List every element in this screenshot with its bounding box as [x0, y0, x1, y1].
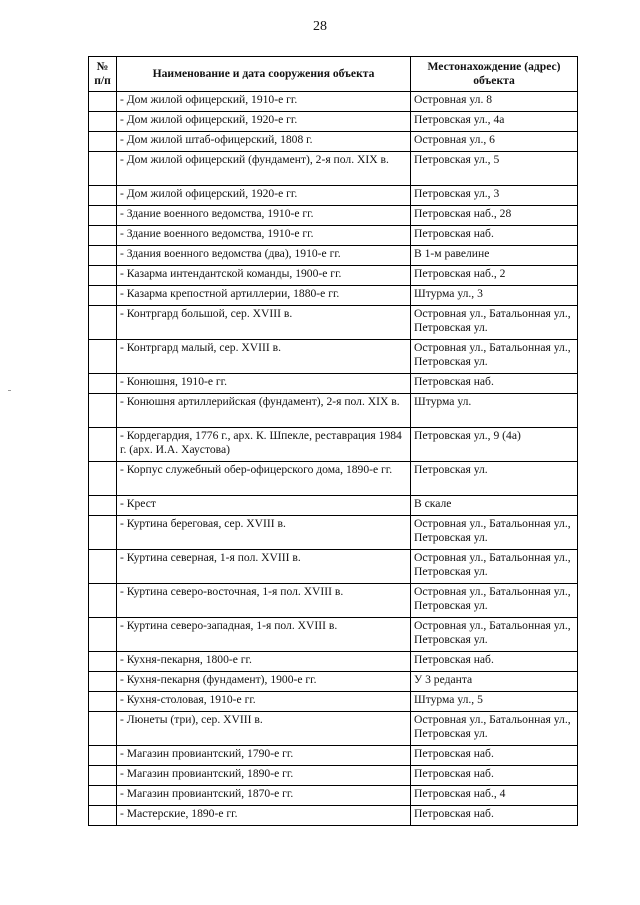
row-number-cell — [89, 766, 117, 786]
table-header-row — [89, 57, 578, 92]
object-name-cell: - Куртина береговая, сер. XVIII в. — [117, 516, 411, 550]
object-name-cell: - Дом жилой штаб-офицерский, 1808 г. — [117, 132, 411, 152]
table-row — [89, 186, 578, 206]
row-number-cell — [89, 516, 117, 550]
object-name-cell: - Казарма крепостной артиллерии, 1880-е гг. — [117, 286, 411, 306]
table-row — [89, 584, 578, 618]
object-name-cell: - Кухня-пекарня (фундамент), 1900-е гг. — [117, 672, 411, 692]
table-row — [89, 806, 578, 826]
row-number-cell — [89, 266, 117, 286]
table-row — [89, 692, 578, 712]
object-location-cell: Островная ул., Батальонная ул., Петровская ул. — [411, 306, 578, 340]
object-name-cell: - Магазин провиантский, 1890-е гг. — [117, 766, 411, 786]
object-location-cell: Островная ул., Батальонная ул., Петровская ул. — [411, 516, 578, 550]
object-name-cell: - Корпус служебный обер-офицерского дома, 1890-е гг. — [117, 462, 411, 496]
object-location-cell: Петровская наб. — [411, 746, 578, 766]
object-location-cell: Петровская ул., 4а — [411, 112, 578, 132]
row-number-cell — [89, 746, 117, 766]
table-row — [89, 246, 578, 266]
table-row — [89, 712, 578, 746]
table-row — [89, 286, 578, 306]
table-row — [89, 550, 578, 584]
row-number-cell — [89, 550, 117, 584]
table-row — [89, 394, 578, 428]
objects-table — [88, 56, 578, 826]
page-number: 28 — [313, 19, 327, 34]
column-header-number: № п/п — [89, 57, 117, 92]
object-name-cell: - Конюшня артиллерийская (фундамент), 2-я пол. XIX в. — [117, 394, 411, 428]
row-number-cell — [89, 340, 117, 374]
table-row — [89, 152, 578, 186]
object-name-cell: - Куртина северо-восточная, 1-я пол. XVIII в. — [117, 584, 411, 618]
row-number-cell — [89, 584, 117, 618]
row-number-cell — [89, 112, 117, 132]
row-number-cell — [89, 374, 117, 394]
row-number-cell — [89, 428, 117, 462]
table-row — [89, 266, 578, 286]
row-number-cell — [89, 462, 117, 496]
object-name-cell: - Кордегардия, 1776 г., арх. К. Шпекле, реставрация 1984 г. (арх. И.А. Хаустова) — [117, 428, 411, 462]
row-number-cell — [89, 132, 117, 152]
object-name-cell: - Кухня-пекарня, 1800-е гг. — [117, 652, 411, 672]
column-header-name: Наименование и дата сооружения объекта — [117, 57, 411, 92]
row-number-cell — [89, 394, 117, 428]
row-number-cell — [89, 672, 117, 692]
table-row — [89, 132, 578, 152]
object-name-cell: - Кухня-столовая, 1910-е гг. — [117, 692, 411, 712]
object-location-cell: Петровская наб., 4 — [411, 786, 578, 806]
object-location-cell: Островная ул., Батальонная ул., Петровская ул. — [411, 340, 578, 374]
object-name-cell: - Здания военного ведомства (два), 1910-е гг. — [117, 246, 411, 266]
object-name-cell: - Куртина северная, 1-я пол. XVIII в. — [117, 550, 411, 584]
object-location-cell: Островная ул. 8 — [411, 92, 578, 112]
table-row — [89, 766, 578, 786]
table-row — [89, 462, 578, 496]
table-row — [89, 206, 578, 226]
object-name-cell: - Дом жилой офицерский, 1910-е гг. — [117, 92, 411, 112]
row-number-cell — [89, 246, 117, 266]
table-row — [89, 786, 578, 806]
object-name-cell: - Люнеты (три), сер. XVIII в. — [117, 712, 411, 746]
row-number-cell — [89, 92, 117, 112]
object-name-cell: - Конюшня, 1910-е гг. — [117, 374, 411, 394]
object-name-cell: - Дом жилой офицерский (фундамент), 2-я пол. XIX в. — [117, 152, 411, 186]
table-row — [89, 516, 578, 550]
row-number-cell — [89, 786, 117, 806]
table-row — [89, 618, 578, 652]
object-name-cell: - Магазин провиантский, 1790-е гг. — [117, 746, 411, 766]
object-name-cell: - Дом жилой офицерский, 1920-е гг. — [117, 112, 411, 132]
object-location-cell: Островная ул., Батальонная ул., Петровская ул. — [411, 618, 578, 652]
table-row — [89, 112, 578, 132]
object-name-cell: - Дом жилой офицерский, 1920-е гг. — [117, 186, 411, 206]
object-location-cell: Петровская наб. — [411, 226, 578, 246]
scan-mark — [8, 390, 11, 391]
row-number-cell — [89, 206, 117, 226]
object-name-cell: - Здание военного ведомства, 1910-е гг. — [117, 226, 411, 246]
table-row — [89, 428, 578, 462]
object-location-cell: Петровская ул. — [411, 462, 578, 496]
row-number-cell — [89, 306, 117, 340]
object-location-cell: Петровская ул., 5 — [411, 152, 578, 186]
object-location-cell: Петровская наб., 28 — [411, 206, 578, 226]
object-location-cell: Петровская наб. — [411, 766, 578, 786]
table-row — [89, 306, 578, 340]
row-number-cell — [89, 152, 117, 186]
object-location-cell: Петровская наб. — [411, 652, 578, 672]
object-location-cell: У 3 реданта — [411, 672, 578, 692]
object-name-cell: - Куртина северо-западная, 1-я пол. XVIII в. — [117, 618, 411, 652]
table-row — [89, 496, 578, 516]
object-location-cell: Петровская ул., 9 (4а) — [411, 428, 578, 462]
table-row — [89, 672, 578, 692]
table-row — [89, 652, 578, 672]
object-location-cell: В скале — [411, 496, 578, 516]
object-name-cell: - Казарма интендантской команды, 1900-е гг. — [117, 266, 411, 286]
object-location-cell: Островная ул., Батальонная ул., Петровская ул. — [411, 712, 578, 746]
object-name-cell: - Контргард малый, сер. XVIII в. — [117, 340, 411, 374]
object-location-cell: Петровская ул., 3 — [411, 186, 578, 206]
object-location-cell: В 1-м равелине — [411, 246, 578, 266]
column-header-location: Местонахождение (адрес) объекта — [411, 57, 578, 92]
table-row — [89, 340, 578, 374]
row-number-cell — [89, 806, 117, 826]
object-name-cell: - Крест — [117, 496, 411, 516]
row-number-cell — [89, 496, 117, 516]
row-number-cell — [89, 652, 117, 672]
table-row — [89, 746, 578, 766]
object-location-cell: Штурма ул., 5 — [411, 692, 578, 712]
table-row — [89, 92, 578, 112]
object-name-cell: - Мастерские, 1890-е гг. — [117, 806, 411, 826]
row-number-cell — [89, 712, 117, 746]
object-name-cell: - Здание военного ведомства, 1910-е гг. — [117, 206, 411, 226]
object-location-cell: Петровская наб. — [411, 374, 578, 394]
object-name-cell: - Контргард большой, сер. XVIII в. — [117, 306, 411, 340]
table-row — [89, 226, 578, 246]
object-location-cell: Штурма ул., 3 — [411, 286, 578, 306]
object-location-cell: Островная ул., Батальонная ул., Петровская ул. — [411, 584, 578, 618]
object-location-cell: Островная ул., Батальонная ул., Петровская ул. — [411, 550, 578, 584]
row-number-cell — [89, 618, 117, 652]
object-location-cell: Петровская наб. — [411, 806, 578, 826]
row-number-cell — [89, 286, 117, 306]
object-location-cell: Островная ул., 6 — [411, 132, 578, 152]
object-location-cell: Петровская наб., 2 — [411, 266, 578, 286]
row-number-cell — [89, 186, 117, 206]
object-name-cell: - Магазин провиантский, 1870-е гг. — [117, 786, 411, 806]
table-row — [89, 374, 578, 394]
row-number-cell — [89, 692, 117, 712]
object-location-cell: Штурма ул. — [411, 394, 578, 428]
row-number-cell — [89, 226, 117, 246]
